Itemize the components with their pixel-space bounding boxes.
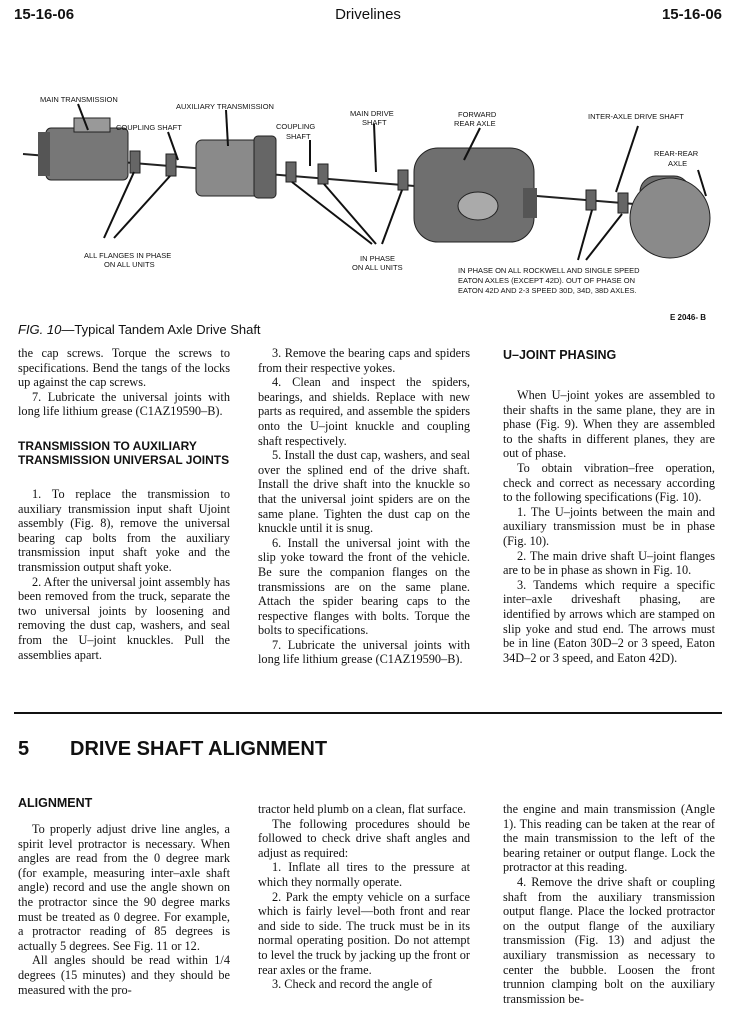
col1-heading: TRANSMISSION TO AUXILIARY TRANSMISSION UNIVERSAL JOINTS [18, 438, 230, 467]
label-main-transmission: MAIN TRANSMISSION [40, 95, 118, 104]
figure-labels [40, 95, 699, 295]
rear-rear-axle-drawing [630, 176, 710, 258]
figure-caption-number: FIG. 10 [18, 322, 62, 337]
section-column-3 [503, 802, 715, 1006]
label-inter-axle-drive-shaft: INTER-AXLE DRIVE SHAFT [588, 112, 684, 121]
figure-caption-text: —Typical Tandem Axle Drive Shaft [61, 322, 261, 337]
label-auxiliary-transmission: AUXILIARY TRANSMISSION [176, 102, 274, 111]
label-all-flanges-a: ALL FLANGES IN PHASE [84, 251, 172, 260]
col3-heading: U–JOINT PHASING [503, 348, 617, 362]
column-2 [258, 346, 470, 667]
label-coupling-shaft-2a: COUPLING [276, 122, 316, 131]
col2-paragraph-4: 6. Install the universal joint with the slip yoke toward the front of the vehicle. Be sure the companion flanges on the transmissions are on the same plane. Attach the spider bearing caps to the respective flanges with bolts. Torque the bolts to specifications. [258, 535, 470, 638]
section-col3-paragraph-1: the engine and main transmission (Angle 1). This reading can be taken at the rear of the main transmission to the left of the bearing retainer or output flange. Lock the protractor at this reading. [503, 802, 715, 875]
label-in-phase-b: ON ALL UNITS [352, 263, 403, 272]
col3-paragraph-5: 3. Tandems which require a specific inter–axle driveshaft phasing, are identified by arrows which are stamped on slip yoke and stud end. The arrows must be in line (Eaton 30D–2 or 3 speed, Eaton 34D–2 or 3 speed, and Eaton 42D). [503, 577, 715, 665]
column-1 [18, 346, 230, 662]
section-col1-paragraph-2: All angles should be read within 1/4 degrees (15 minutes) and they should be measured with the pro- [18, 953, 230, 997]
label-coupling-shaft-1: COUPLING SHAFT [116, 123, 182, 132]
tandem-axle-drive-shaft-illustration [18, 88, 718, 308]
col1-paragraph-4: 2. After the universal joint assembly has been removed from the truck, separate the two universal joints by loosening and removing the dust cap, washers, and seal from the U–joint knuckles. Pull the assemblies apart. [18, 574, 230, 662]
section-column-1 [18, 796, 230, 997]
section-col2-paragraph-1: tractor held plumb on a clean, flat surface. [258, 802, 466, 816]
forward-rear-axle-drawing [414, 148, 537, 242]
label-rear-rear-axle-a: REAR-REAR [654, 149, 699, 158]
figure-code: E 2046- B [669, 313, 706, 322]
section-divider [14, 712, 722, 714]
main-transmission-drawing [38, 118, 128, 180]
section-title: DRIVE SHAFT ALIGNMENT [70, 738, 328, 760]
col2-paragraph-2: 4. Clean and inspect the spiders, bearings, and shields. Replace with new parts as required, and assemble the spiders onto the U–joint knuckle and coupling shaft respectively. [258, 375, 470, 448]
auxiliary-transmission-drawing [196, 136, 276, 198]
col2-paragraph-5: 7. Lubricate the universal joints with long life lithium grease (C1AZ19590–B). [258, 637, 470, 667]
col1-paragraph-2: 7. Lubricate the universal joints with long life lithium grease (C1AZ19590–B). [18, 389, 230, 419]
col3-paragraph-4: 2. The main drive shaft U–joint flanges are to be in phase as shown in Fig. 10. [503, 548, 715, 578]
section-number: 5 [18, 738, 30, 760]
col3-paragraph-1: When U–joint yokes are assembled to their shafts in the same plane, they are in phase (Fig. 9). When they are assembled to the shafts in different planes, they are out of phase. [503, 388, 715, 461]
label-rockwell-c: EATON 42D AND 2-3 SPEED 30D, 34D, 38D AXLES. [458, 286, 637, 295]
label-all-flanges-b: ON ALL UNITS [104, 260, 155, 269]
section-col2-paragraph-3: 1. Inflate all tires to the pressure at which they normally operate. [258, 860, 470, 889]
col2-paragraph-3: 5. Install the dust cap, washers, and seal over the splined end of the drive shaft. Install the drive shaft into the knuckle so that the universal joint spiders are on the same plane. Tighten the dust cap on the knuckle until it is snug. [258, 448, 470, 536]
label-rear-rear-axle-b: AXLE [668, 159, 688, 168]
section-col2-paragraph-5: 3. Check and record the angle of [272, 977, 433, 992]
col3-paragraph-2: To obtain vibration–free operation, check and correct as necessary according to the following specifications (Fig. 10). [503, 460, 715, 505]
label-coupling-shaft-2b: SHAFT [286, 132, 311, 141]
label-main-drive-shaft-b: SHAFT [362, 118, 387, 127]
section-col2-paragraph-2: The following procedures should be followed to check drive shaft angles and adjust as required: [258, 816, 470, 860]
col3-paragraph-3: 1. The U–joints between the main and auxiliary transmission must be in phase (Fig. 10). [503, 504, 715, 548]
section-col3-paragraph-2: 4. Remove the drive shaft or coupling shaft from the auxiliary transmission output flange. Place the locked protractor on the output flange of the auxiliary transmission (Fig. 13) and adjust the auxiliary transmission as necessary to center the bubble. Loosen the front trunnion clamping bolt on the auxiliary transmission be- [503, 874, 715, 1006]
column-3 [503, 348, 715, 665]
label-main-drive-shaft-a: MAIN DRIVE [350, 109, 394, 118]
label-rockwell-a: IN PHASE ON ALL ROCKWELL AND SINGLE SPEED [458, 266, 640, 275]
col1-paragraph-3: 1. To replace the transmission to auxiliary transmission input shaft Ujoint assembly (Fig. 8), remove the universal bearing cap bolts from the auxiliary transmission input shaft yoke and the transmission output shaft yoke. [18, 486, 230, 574]
col1-paragraph-1: the cap screws. Torque the screws to specifications. Bend the tangs of the locks up against the cap screws. [18, 346, 230, 390]
alignment-heading: ALIGNMENT [18, 796, 93, 810]
col2-paragraph-1: 3. Remove the bearing caps and spiders from their respective yokes. [258, 346, 470, 375]
page-number-right: 15-16-06 [661, 6, 722, 23]
page-number-left: 15-16-06 [14, 6, 75, 23]
section-column-2 [258, 802, 470, 992]
section-col1-paragraph-1: To properly adjust drive line angles, a spirit level protractor is necessary. When angles are read from the 0 degree mark (for example, measuring inter–axle shaft angle) record and use the angle shown on the protractor since the 90 degree marks must be treated as 0 degree. For example, a protractor reading of 85 degrees is actually 5 degrees. See Fig. 11 or 12. [18, 822, 230, 953]
label-forward-rear-axle-a: FORWARD [458, 110, 497, 119]
label-forward-rear-axle-b: REAR AXLE [454, 119, 496, 128]
label-in-phase-a: IN PHASE [360, 254, 396, 263]
label-rockwell-b: EATON AXLES (EXCEPT 42D). OUT OF PHASE ON [458, 276, 635, 285]
running-header: Drivelines [335, 6, 401, 23]
section-col2-paragraph-4: 2. Park the empty vehicle on a surface which is fairly level—both front and rear and side to side. The truck must be in its normal operating position. Do not attempt to level the truck by jacking up the front or rear axles or the frame. [258, 889, 470, 977]
figure-caption [18, 322, 261, 337]
